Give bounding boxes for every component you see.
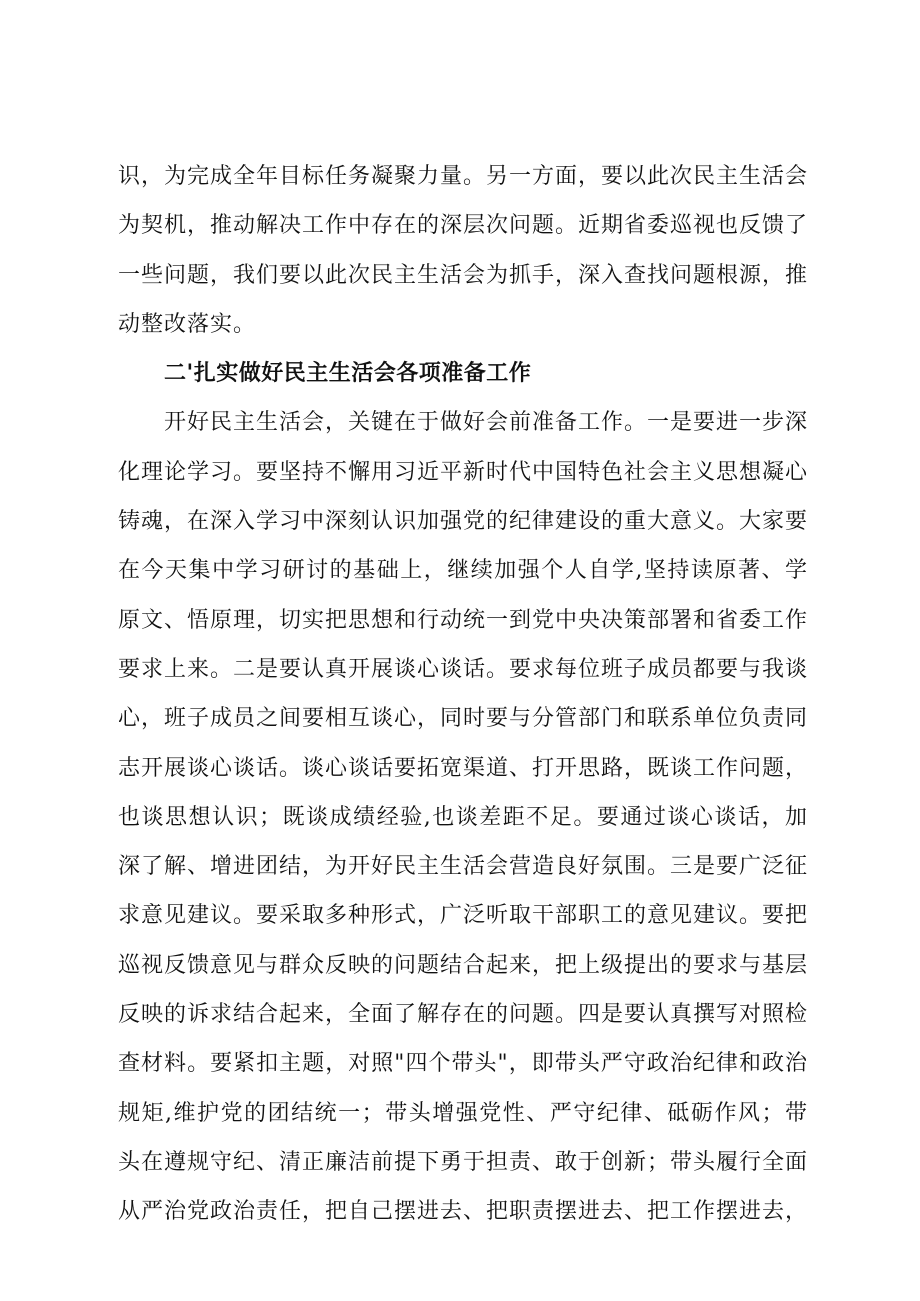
document-body bbox=[118, 152, 808, 1237]
section-heading: 二'扎实做好民主生活会各项准备工作 bbox=[164, 361, 532, 387]
paragraph-preparation-work: 开好民主生活会，关键在于做好会前准备工作。一是要进一步深化理论学习。要坚持不懈用习近平新时代中国特色社会主义思想凝心铸魂，在深入学习中深刻认识加强党的纪律建设的重大意义。大家要在今天集中学习研讨的基础上，继续加强个人自学,坚持读原著、学原文、悟原理，切实把思想和行动统一到党中央决策部署和省委工作要求上来。二是要认真开展谈心谈话。要求每位班子成员都要与我谈心，班子成员之间要相互谈心，同时要与分管部门和联系单位负责同志开展谈心谈话。谈心谈话要拓宽渠道、打开思路，既谈工作问题，也谈思想认识；既谈成绩经验,也谈差距不足。要通过谈心谈话，加深了解、增进团结，为开好民主生活会营造良好氛围。三是要广泛征求意见建议。要采取多种形式，广泛听取干部职工的意见建议。要把巡视反馈意见与群众反映的问题结合起来，把上级提出的要求与基层反映的诉求结合起来，全面了解存在的问题。四是要认真撰写对照检查材料。要紧扣主题，对照"四个带头"，即带头严守政治纪律和政治规矩,维护党的团结统一；带头增强党性、严守纪律、砥砺作风；带头在遵规守纪、清正廉洁前提下勇于担责、敢于创新；带头履行全面从严治党政治责任，把自己摆进去、把职责摆进去、把工作摆进去， bbox=[118, 410, 809, 1225]
paragraph-continuation: 识，为完成全年目标任务凝聚力量。另一方面，要以此次民主生活会为契机，推动解决工作中存在的深层次问题。近期省委巡视也反馈了一些问题，我们要以此次民主生活会为抓手，深入查找问题根源，推动整改落实。 bbox=[118, 164, 809, 337]
